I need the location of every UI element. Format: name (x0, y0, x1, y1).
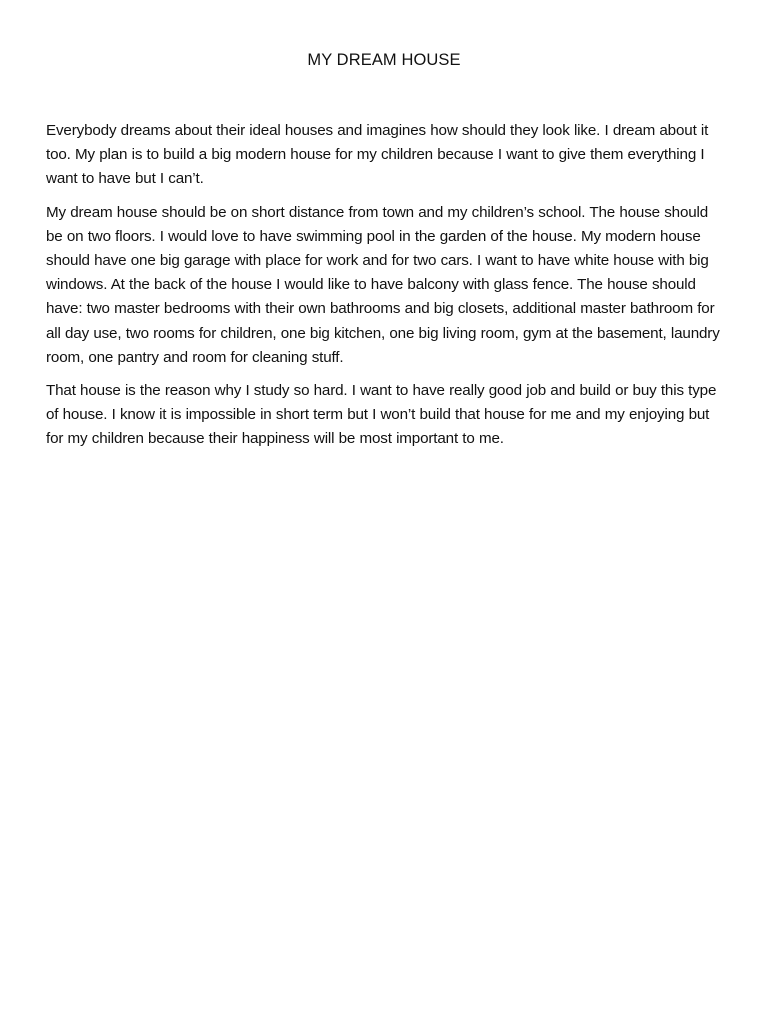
document-body (46, 119, 726, 461)
paragraph-conclusion: That house is the reason why I study so hard. I want to have really good job and build or buy this type of house. I know it is impossible in short term but I won’t build that house for me and my enjoying but for my children because their happiness will be most important to me. (46, 382, 717, 448)
paragraph-intro: Everybody dreams about their ideal houses and imagines how should they look like. I dream about it too. My plan is to build a big modern house for my children because I want to give them everything I want to have but I can’t. (46, 122, 709, 188)
paragraph-description: My dream house should be on short distance from town and my children’s school. The house should be on two floors. I would love to have swimming pool in the garden of the house. My modern house should have one big garage with place for work and for two cars. I want to have white house with big windows. At the back of the house I would like to have balcony with glass fence. The house should have: two master bedrooms with their own bathrooms and big closets, additional master bathroom for all day use, two rooms for children, one big kitchen, one big living room, gym at the basement, laundry room, one pantry and room for cleaning stuff. (46, 203, 720, 366)
document-title: MY DREAM HOUSE (307, 51, 461, 69)
